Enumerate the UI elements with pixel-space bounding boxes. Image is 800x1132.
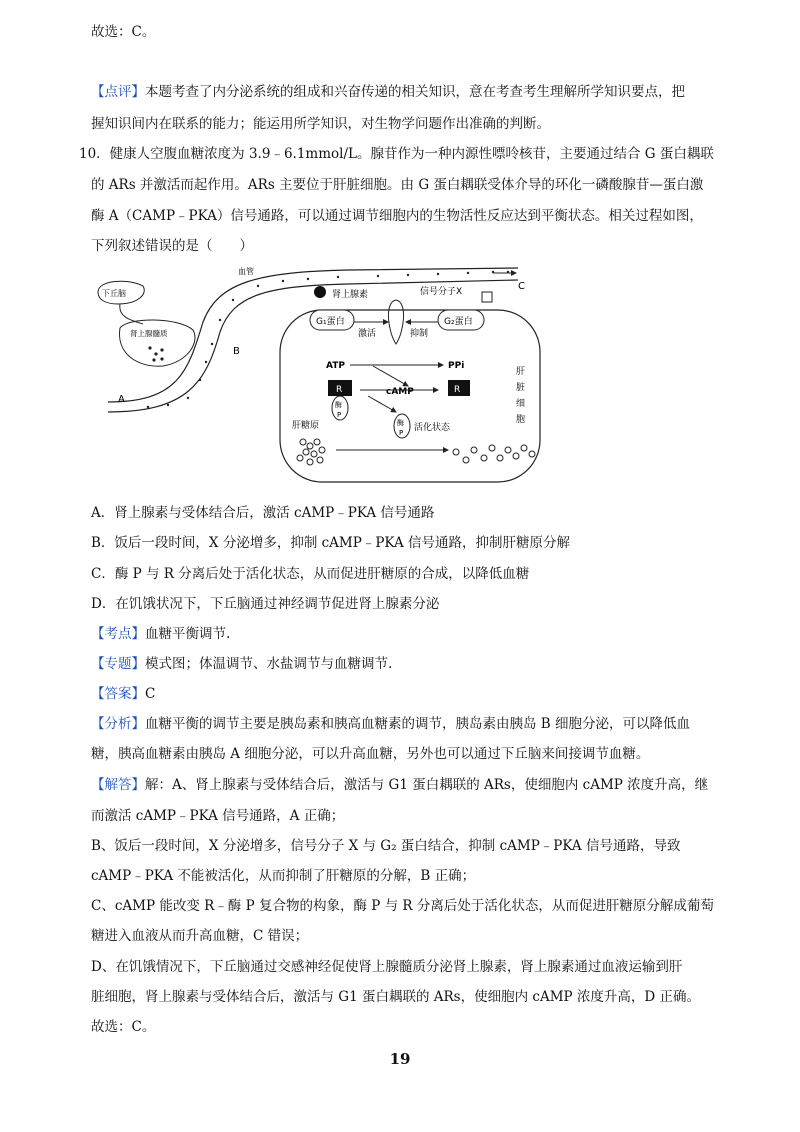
adrenaline-signaling-diagram	[88, 262, 550, 486]
comment-text-2: 握知识间内在联系的能力；能运用所学知识，对生物学问题作出准确的判断。	[91, 116, 550, 132]
label-glycogen: 肝糖原	[292, 421, 320, 431]
label-r2: R	[454, 385, 461, 395]
label-g1: G₁蛋白	[316, 317, 345, 327]
label-C: C	[518, 281, 525, 292]
label-A: A	[118, 394, 125, 405]
label-adrenal-medulla: 肾上腺髓质	[130, 329, 168, 338]
question-line-1: 10．健康人空腹血糖浓度为 3.9﹣6.1mmol/L。腺苷作为一种内源性嘌呤核苷，主要通过结合 G 蛋白耦联	[79, 146, 714, 162]
solution-text-8: 脏细胞，肾上腺素与受体结合后，激活与 G1 蛋白耦联的 ARs，使细胞内 cAMP 浓度升高，D 正确。	[91, 989, 701, 1005]
kaodian-text: 血糖平衡调节.	[145, 626, 231, 642]
label-ppi: PPi	[448, 361, 465, 371]
label-p2: P	[399, 429, 404, 437]
solution-line-1	[91, 775, 708, 795]
glycogen-granules	[297, 439, 325, 465]
analysis-text-2: 糖，胰高血糖素由胰岛 A 细胞分泌，可以升高血糖，另外也可以通过下丘脑来间接调节血糖。	[91, 746, 650, 762]
final-answer: 故选：C。	[91, 1019, 156, 1035]
label-activated: 活化状态	[414, 423, 451, 433]
adrenal-medulla-shape	[120, 320, 195, 366]
signal-x-receptor	[482, 292, 492, 302]
label-liver-4: 胞	[516, 415, 526, 425]
option-b: B．饭后一段时间，X 分泌增多，抑制 cAMP﹣PKA 信号通路，抑制肝糖原分解	[91, 535, 570, 551]
camp-arrow	[373, 366, 408, 386]
solution-text-3: B、饭后一段时间，X 分泌增多，信号分子 X 与 G₂ 蛋白结合，抑制 cAMP﹣PKA 信号通路，导致	[91, 838, 681, 854]
adenylate-cyclase	[388, 300, 403, 344]
kaodian-tag: 【考点】	[91, 626, 145, 642]
label-liver-3: 细	[516, 399, 526, 409]
label-liver-2: 脏	[516, 383, 526, 393]
label-g2: G₂蛋白	[444, 317, 473, 327]
page-number: 19	[389, 1050, 411, 1068]
kaodian-line	[91, 624, 230, 644]
analysis-line-1	[91, 714, 690, 734]
label-atp: ATP	[326, 361, 346, 371]
solution-tag: 【解答】	[91, 777, 145, 793]
label-adrenaline: 肾上腺素	[332, 290, 369, 300]
option-d: D．在饥饿状况下，下丘脑通过神经调节促进肾上腺素分泌	[91, 596, 440, 612]
analysis-tag: 【分析】	[91, 716, 145, 732]
question-line-2: 的 ARs 并激活而起作用。ARs 主要位于肝脏细胞。由 G 蛋白耦联受体介导的环化一磷酸腺苷—蛋白激	[91, 177, 704, 193]
answer-line	[91, 684, 155, 704]
label-camp: cAMP	[386, 387, 414, 397]
zhuanti-line	[91, 654, 392, 674]
medulla-dots	[148, 346, 163, 361]
previous-answer: 故选：C。	[91, 24, 156, 40]
comment-line-1	[91, 82, 685, 102]
zhuanti-tag: 【专题】	[91, 656, 145, 672]
label-hypothalamus: 下丘脑	[102, 289, 126, 298]
label-activate: 激活	[358, 329, 377, 339]
question-line-4: 下列叙述错误的是（ ）	[91, 238, 253, 254]
solution-text-7: D、在饥饿情况下，下丘脑通过交感神经促使肾上腺髓质分泌肾上腺素，肾上腺素通过血液运输到肝	[91, 959, 683, 975]
zhuanti-text: 模式图；体温调节、水盐调节与血糖调节.	[145, 656, 393, 672]
analysis-text-1: 血糖平衡的调节主要是胰岛素和胰高血糖素的调节，胰岛素由胰岛 B 细胞分泌，可以降低血	[145, 716, 691, 732]
comment-text-1: 本题考查了内分泌系统的组成和兴奋传递的相关知识，意在考查考生理解所学知识要点，把	[145, 84, 685, 100]
label-liver-1: 肝	[516, 367, 526, 377]
activation-arrow	[368, 396, 396, 412]
label-inhibit: 抑制	[410, 329, 429, 339]
solution-text-4: cAMP﹣PKA 不能被活化，从而抑制了肝糖原的分解，B 正确；	[91, 868, 476, 884]
option-c: C．酶 P 与 R 分离后处于活化状态，从而促进肝糖原的合成，以降低血糖	[91, 566, 530, 582]
label-blood-vessel: 血管	[238, 267, 254, 276]
solution-text-6: 糖进入血液从而升高血糖，C 错误；	[91, 928, 309, 944]
label-p1: P	[337, 411, 342, 419]
label-r1: R	[336, 385, 343, 395]
label-mei2: 酶	[397, 419, 404, 427]
solution-text-5: C、cAMP 能改变 R﹣酶 P 复合物的构象，酶 P 与 R 分离后处于活化状态，从而促进肝糖原分解成葡萄	[91, 898, 714, 914]
answer-text: C	[145, 686, 156, 702]
solution-text-2: 而激活 cAMP﹣PKA 信号通路，A 正确；	[91, 808, 345, 824]
label-B: B	[233, 346, 240, 357]
answer-tag: 【答案】	[91, 686, 145, 702]
comment-tag: 【点评】	[91, 84, 145, 100]
option-a: A．肾上腺素与受体结合后，激活 cAMP﹣PKA 信号通路	[91, 505, 435, 521]
question-line-3: 酶 A（CAMP﹣PKA）信号通路，可以通过调节细胞内的生物活性反应达到平衡状态。相关过程如图，	[91, 208, 703, 224]
solution-text-1: 解：A、肾上腺素与受体结合后，激活与 G1 蛋白耦联的 ARs，使细胞内 cAMP 浓度升高，继	[145, 777, 709, 793]
adrenaline-molecule	[314, 286, 326, 298]
glucose-molecules	[453, 445, 535, 463]
label-mei1: 酶	[335, 401, 342, 409]
label-signal-x: 信号分子X	[420, 287, 463, 297]
